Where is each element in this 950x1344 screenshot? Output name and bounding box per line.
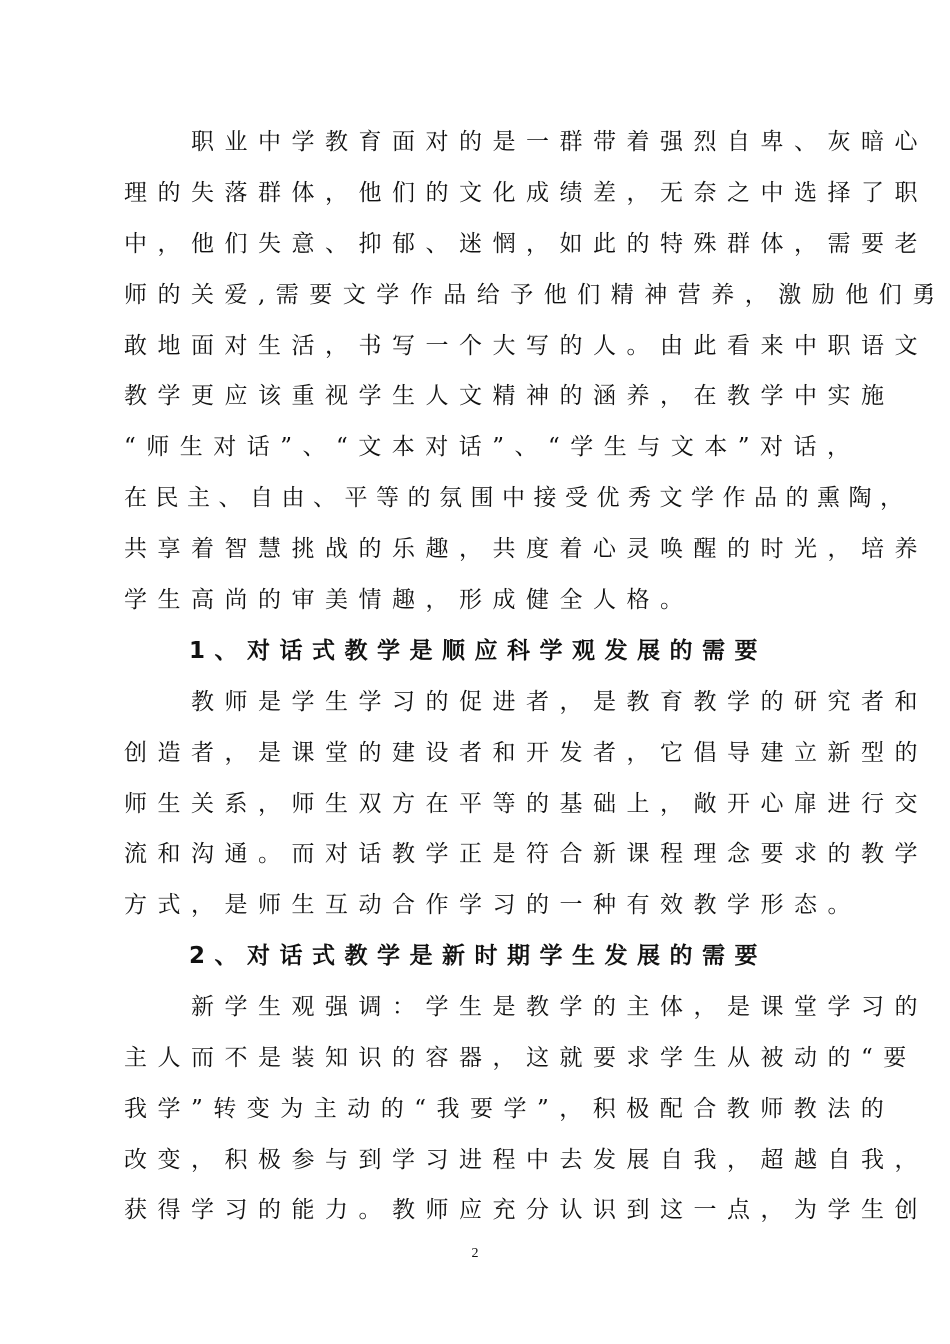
text-line: 流和沟通。而对话教学正是符合新课程理念要求的教学: [124, 841, 928, 867]
text-line: 中，他们失意、抑郁、迷惘，如此的特殊群体，需要老: [124, 231, 928, 257]
text-line: 方式，是师生互动合作学习的一种有效教学形态。: [124, 892, 861, 918]
text-line: 敢地面对生活，书写一个大写的人。由此看来中职语文: [124, 333, 928, 359]
text-line: 师的关爱,需要文学作品给予他们精神营养，激励他们勇: [124, 282, 946, 308]
section-heading-1: 1、对话式教学是顺应科学观发展的需要: [124, 638, 768, 664]
text-line: 在民主、自由、平等的氛围中接受优秀文学作品的熏陶，: [124, 485, 912, 511]
text-line: 师生关系，师生双方在平等的基础上，敞开心扉进行交: [124, 791, 928, 817]
text-line: 我学”转变为主动的“我要学”，积极配合教师教法的: [124, 1096, 895, 1122]
text-line: 获得学习的能力。教师应充分认识到这一点，为学生创: [124, 1197, 928, 1223]
text-line: “师生对话”、“文本对话”、“学生与文本”对话，: [124, 434, 861, 460]
text-line: 职业中学教育面对的是一群带着强烈自卑、灰暗心: [124, 129, 928, 155]
text-line: 理的失落群体，他们的文化成绩差，无奈之中选择了职: [124, 180, 928, 206]
section-heading-2: 2、对话式教学是新时期学生发展的需要: [124, 943, 768, 969]
page-number: 2: [471, 1246, 479, 1261]
text-line: 教学更应该重视学生人文精神的涵养，在教学中实施: [124, 383, 895, 409]
text-line: 共享着智慧挑战的乐趣，共度着心灵唤醒的时光，培养: [124, 536, 928, 562]
text-line: 创造者，是课堂的建设者和开发者，它倡导建立新型的: [124, 740, 928, 766]
text-line: 新学生观强调：学生是教学的主体，是课堂学习的: [124, 994, 928, 1020]
text-line: 主人而不是装知识的容器，这就要求学生从被动的“要: [124, 1045, 917, 1071]
text-line: 学生高尚的审美情趣，形成健全人格。: [124, 587, 694, 613]
text-line: 教师是学生学习的促进者，是教育教学的研究者和: [124, 689, 928, 715]
text-line: 改变，积极参与到学习进程中去发展自我，超越自我，: [124, 1147, 928, 1173]
